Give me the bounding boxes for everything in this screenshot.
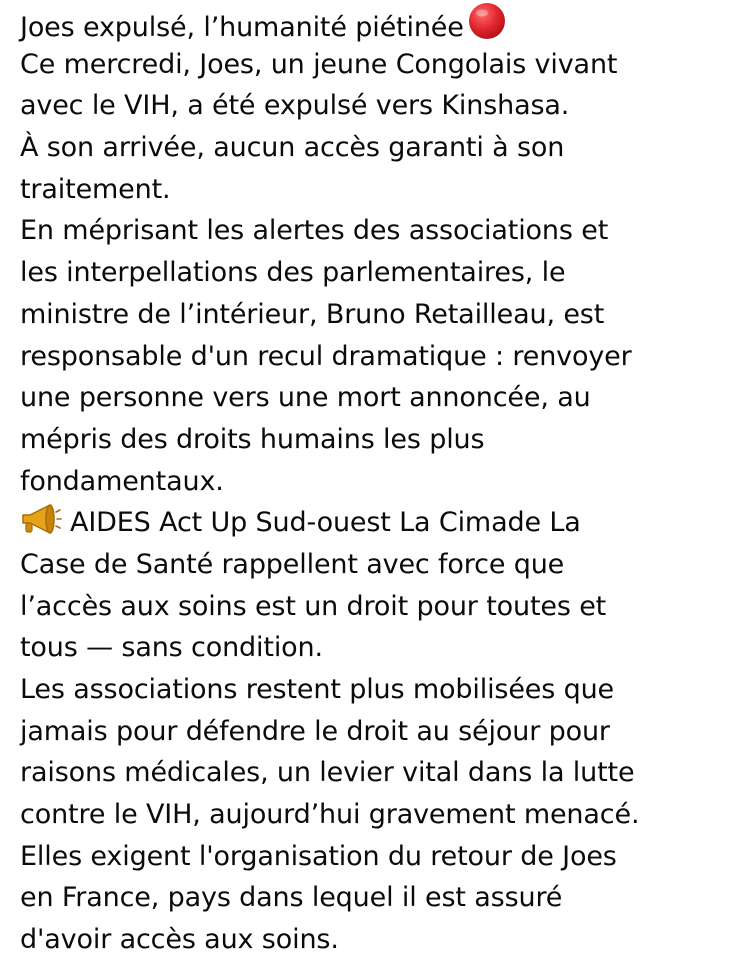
text-line: En méprisant les alertes des associations et: [20, 215, 609, 247]
text-line: Ce mercredi, Joes, un jeune Congolais vivant: [20, 48, 618, 80]
text-line: une personne vers une mort annoncée, au: [20, 382, 591, 414]
text-line: contre le VIH, aujourd’hui gravement menacé.: [20, 799, 640, 831]
text-line: Les associations restent plus mobilisées que: [20, 674, 615, 705]
text-line: en France, pays dans lequel il est assuré: [20, 882, 563, 914]
text-line: raisons médicales, un levier vital dans la lutte: [20, 757, 635, 789]
text-line: À son arrivée, aucun accès garanti à son: [20, 132, 565, 164]
text-line: jamais pour défendre le droit au séjour pour: [20, 715, 610, 747]
text-line: mépris des droits humains les plus: [20, 423, 485, 455]
text-line: ministre de l’intérieur, Bruno Retailleau, est: [20, 298, 605, 330]
post-body: [20, 2, 745, 961]
text-line: responsable d'un recul dramatique : renvoyer: [20, 340, 632, 372]
text-line: Case de Santé rappellent avec force que: [20, 548, 565, 580]
organizations-line: [20, 502, 745, 544]
text-line: avec le VIH, a été expulsé vers Kinshasa.: [20, 90, 570, 122]
text-line: traitement.: [20, 173, 171, 205]
text-line: tous — sans condition.: [20, 632, 323, 664]
post-title: Joes expulsé, l’humanité piétinée: [20, 12, 464, 43]
text-line: l’accès aux soins est un droit pour toutes et: [20, 590, 607, 622]
organizations-text: AIDES Act Up Sud-ouest La Cimade La: [70, 507, 581, 539]
text-line: les interpellations des parlementaires, le: [20, 257, 566, 289]
text-line: Elles exigent l'organisation du retour de Joes: [20, 840, 617, 872]
text-line: d'avoir accès aux soins.: [20, 924, 339, 956]
text-line: fondamentaux.: [20, 465, 224, 497]
post-title-line: [20, 2, 745, 44]
megaphone-icon: [20, 502, 62, 549]
